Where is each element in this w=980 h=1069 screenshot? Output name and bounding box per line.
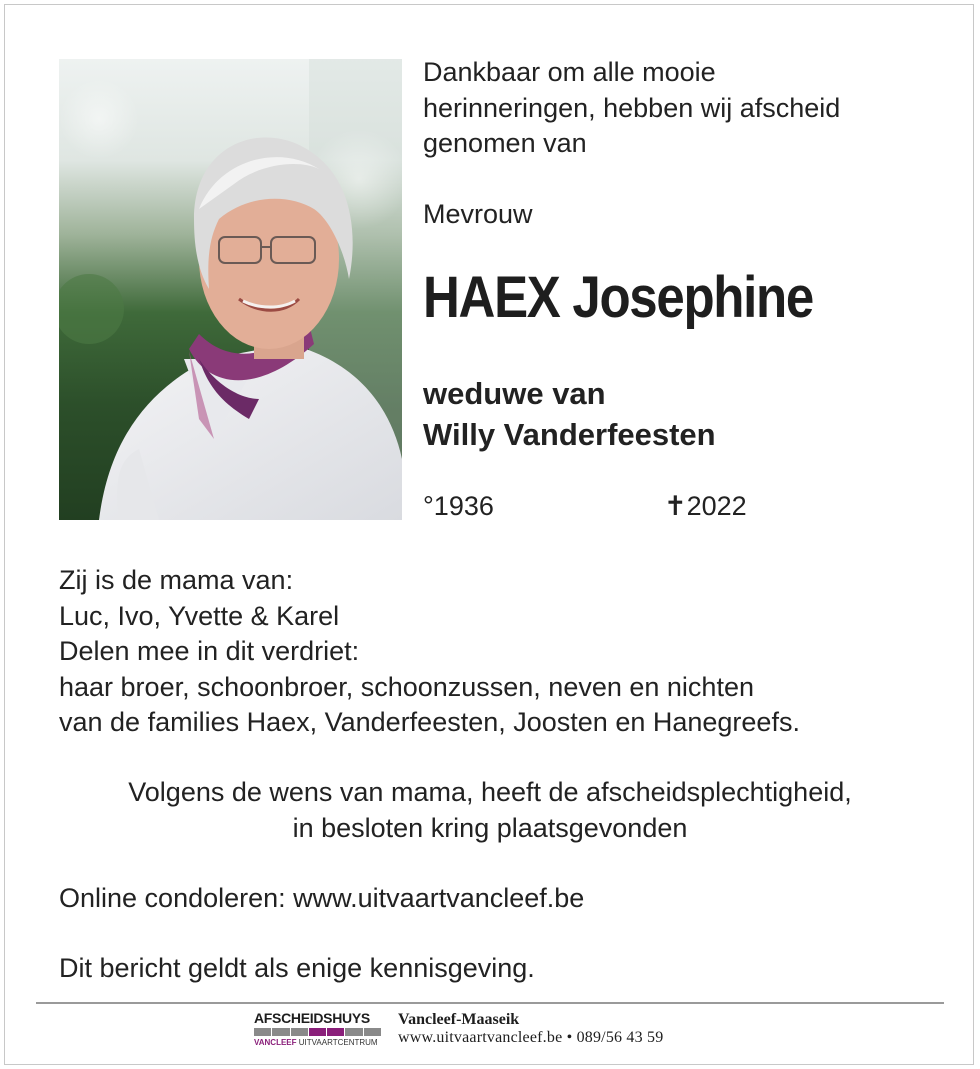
family-line: haar broer, schoonbroer, schoonzussen, neven en nichten	[59, 671, 754, 702]
intro-line: genomen van	[423, 128, 587, 158]
funeral-home-contact: www.uitvaartvancleef.be • 089/56 43 59	[398, 1029, 664, 1046]
logo-bar	[254, 1028, 381, 1036]
birth-year: °1936	[423, 491, 494, 521]
widow-line: weduwe van	[423, 376, 606, 411]
logo-title: AFSCHEIDSHUYS	[254, 1010, 370, 1026]
family-text	[59, 563, 800, 741]
intro-line: herinneringen, hebben wij afscheid	[423, 92, 841, 123]
honorific: Mevrouw	[423, 199, 533, 229]
family-line: Luc, Ivo, Yvette & Karel	[59, 600, 340, 631]
logo-vancleef: VANCLEEF	[254, 1038, 297, 1047]
logo-subtitle	[254, 1038, 378, 1048]
ceremony-line: in besloten kring plaatsgevonden	[292, 812, 688, 843]
online-condolences: Online condoleren: www.uitvaartvancleef.be	[59, 883, 585, 913]
family-line: van de families Haex, Vanderfeesten, Joosten en Hanegreefs.	[59, 707, 800, 737]
intro-line: Dankbaar om alle mooie	[423, 57, 716, 87]
notice-text: Dit bericht geldt als enige kennisgeving.	[59, 953, 535, 983]
family-line: Zij is de mama van:	[59, 565, 294, 595]
logo-centrum: UITVAARTCENTRUM	[298, 1038, 378, 1047]
ceremony-text	[0, 775, 980, 846]
widow-line: Willy Vanderfeesten	[423, 417, 716, 452]
family-line: Delen mee in dit verdriet:	[59, 636, 360, 666]
widow-of	[423, 373, 716, 455]
funeral-home-logo	[254, 1010, 381, 1048]
funeral-home-name: Vancleef-Maaseik	[398, 1011, 520, 1028]
footer-divider	[36, 1002, 944, 1004]
intro-text	[423, 55, 840, 162]
death-year: ✝2022	[664, 491, 747, 521]
ceremony-line: Volgens de wens van mama, heeft de afscheidsplechtigheid,	[128, 777, 852, 807]
portrait-photo	[59, 59, 402, 520]
deceased-name: HAEX Josephine	[423, 265, 813, 330]
